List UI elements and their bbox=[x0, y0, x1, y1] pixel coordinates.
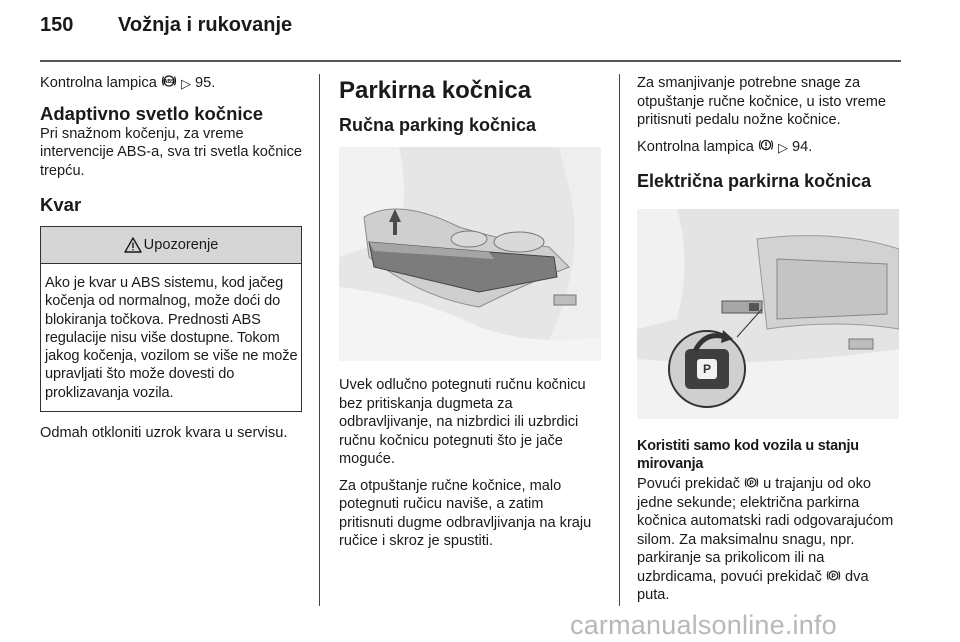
page-header bbox=[40, 14, 292, 50]
svg-text:P: P bbox=[749, 480, 754, 487]
heading-adaptive-brake-light: Adaptivno svetlo kočnice bbox=[40, 102, 264, 124]
warning-triangle-icon bbox=[124, 237, 142, 253]
warning-box bbox=[40, 226, 302, 412]
park-switch-icon bbox=[744, 476, 759, 492]
header-rule bbox=[40, 60, 901, 62]
pull-switch-text: Povući prekidač P u trajanju od oko jedne sekunde; električna parkirna kočnica automatski radi odgovarajućom silom. Za maksimalnu snagu, npr. parkiranje sa prikolicom ili na uzbrdicama, povući prekidač P dva puta. bbox=[637, 476, 894, 603]
hand-brake-apply-text: Uvek odlučno potegnuti ručnu kočnicu bez pritiskanja dugmeta za odbravljivanje, na nizbrdici ili uzbrdici ručnu kočnicu potegnuti što je jače moguće. bbox=[339, 377, 586, 467]
column-2 bbox=[339, 74, 601, 551]
electric-brake-figure bbox=[637, 209, 899, 419]
abs-lamp-reference: Kontrolna lampica ABS ▷ 95. bbox=[40, 75, 216, 91]
column-3 bbox=[637, 74, 901, 605]
adaptive-brake-light-text: Pri snažnom kočenju, za vreme intervencije ABS-a, sva tri svetla kočnice trepću. bbox=[40, 125, 302, 179]
heading-fault: Kvar bbox=[40, 194, 82, 215]
release-force-text: Za smanjivanje potrebne snage za otpuštanje ručne kočnice, u isto vreme pritisnuti pedalu nožne kočnice. bbox=[637, 75, 887, 128]
park-switch-icon bbox=[826, 569, 841, 585]
hand-brake-figure bbox=[339, 147, 601, 361]
warning-header bbox=[41, 227, 301, 264]
brake-lamp-reference: Kontrolna lampica ▷ 94. bbox=[637, 138, 813, 155]
stationary-use-note: Koristiti samo kod vozila u stanju mirovanja bbox=[637, 438, 859, 472]
heading-parking-brake: Parkirna kočnica bbox=[339, 77, 532, 104]
column-1 bbox=[40, 74, 302, 443]
warning-text: Ako je kvar u ABS sistemu, kod jačeg kočenja od normalnog, može doći do blokiranja točkova. Prednosti ABS regulacije nisu više dostupne. Tokom jakog kočenja, vozilom se više ne može upravljati što može dovesti do proklizavanja vozila. bbox=[45, 275, 298, 401]
heading-hand-brake: Ručna parking kočnica bbox=[339, 115, 537, 135]
hand-brake-illustration bbox=[339, 147, 601, 361]
brake-warning-lamp-icon bbox=[758, 138, 774, 155]
fix-fault-text: Odmah otkloniti uzrok kvara u servisu. bbox=[40, 425, 288, 442]
watermark: carmanualsonline.info bbox=[570, 610, 837, 640]
abs-lamp-icon bbox=[161, 74, 177, 91]
svg-text:ABS: ABS bbox=[163, 79, 175, 85]
svg-text:P: P bbox=[831, 572, 836, 580]
ref-arrow-icon: ▷ bbox=[180, 76, 191, 91]
heading-electric-parking-brake: Električna parkirna kočnica bbox=[637, 171, 872, 191]
hand-brake-release-text: Za otpuštanje ručne kočnice, malo potegnuti ručicu naviše, a zatim pritisnuti dugme odbravljivanja na kraju ručice i skroz je spustiti. bbox=[339, 477, 592, 549]
column-divider-1 bbox=[319, 74, 320, 606]
page-number: 150 bbox=[40, 14, 74, 36]
warning-title: Upozorenje bbox=[143, 237, 219, 253]
warning-body bbox=[41, 264, 301, 411]
column-divider-2 bbox=[619, 74, 620, 606]
chapter-title: Vožnja i rukovanje bbox=[118, 14, 293, 36]
svg-text:P: P bbox=[702, 362, 712, 376]
electric-brake-illustration bbox=[637, 209, 899, 419]
ref-arrow-icon: ▷ bbox=[777, 139, 788, 155]
